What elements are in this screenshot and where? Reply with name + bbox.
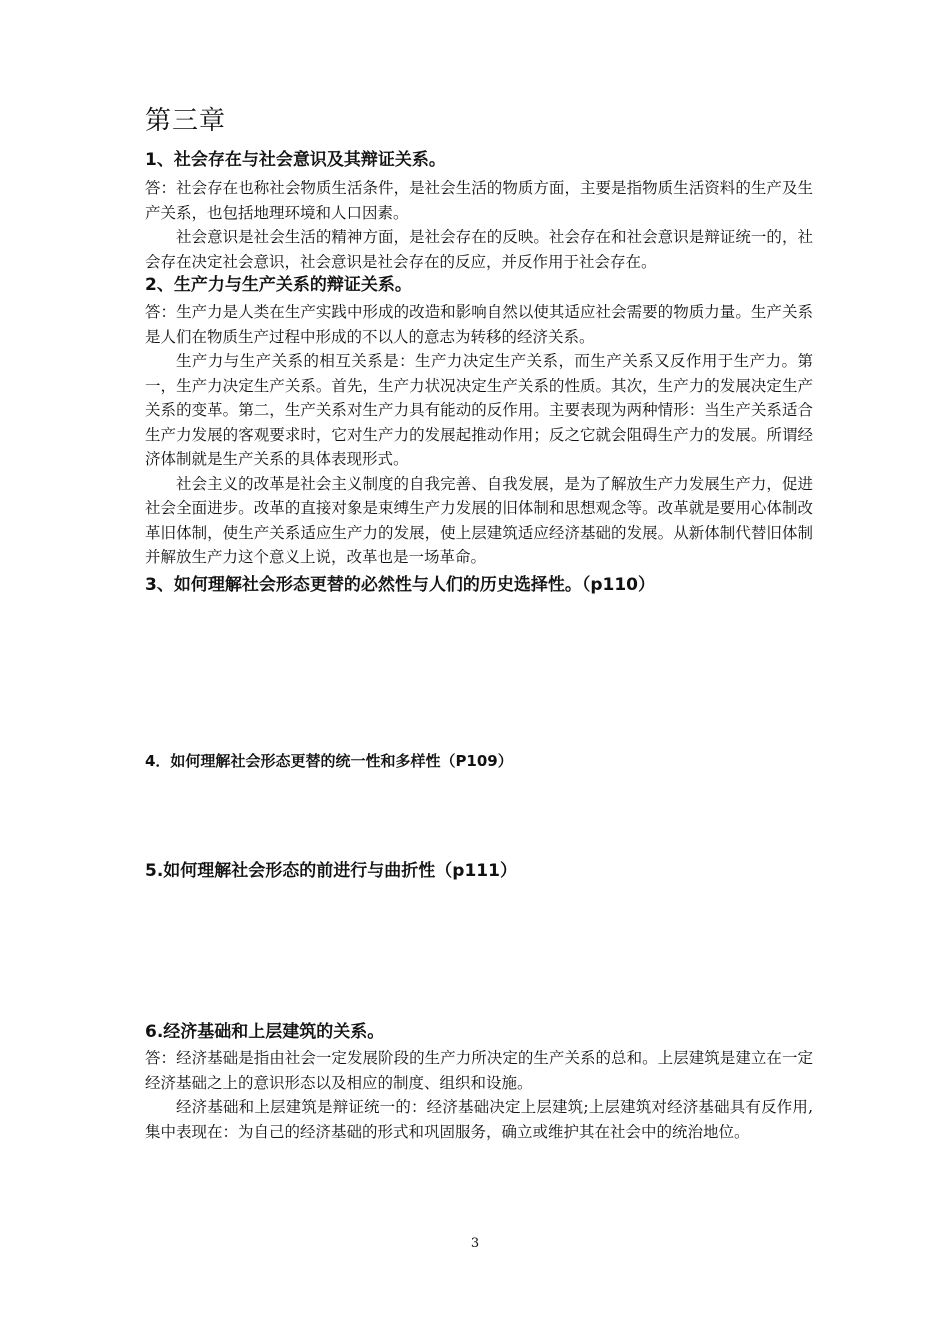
section-5-heading: 5.如何理解社会形态的前进行与曲折性（p111）	[145, 861, 517, 881]
section-4-heading: 4．如何理解社会形态更替的统一性和多样性（P109）	[145, 752, 513, 770]
section-2-paragraph-2: 生产力与生产关系的相互关系是：生产力决定生产关系，而生产关系又反作用于生产力。第一，生产力决定生产关系。首先，生产力状况决定生产关系的性质。其次，生产力的发展决定生产关系的变革。第二，生产关系对生产力具有能动的反作用。主要表现为两种情形：当生产关系适合生产力发展的客观要求时，它对生产力的发展起推动作用；反之它就会阻碍生产力的发展。所谓经济体制就是生产关系的具体表现形式。	[145, 352, 813, 468]
section-2-paragraph-3: 社会主义的改革是社会主义制度的自我完善、自我发展，是为了解放生产力发展生产力，促进社会全面进步。改革的直接对象是束缚生产力发展的旧体制和思想观念等。改革就是要用心体制改革旧体制，使生产关系适应生产力的发展，使上层建筑适应经济基础的发展。从新体制代替旧体制并解放生产力这个意义上说，改革也是一场革命。	[145, 474, 813, 566]
section-2-heading: 2、生产力与生产关系的辩证关系。	[145, 275, 412, 295]
chapter-title: 第三章	[145, 106, 227, 136]
section-3-heading: 3、如何理解社会形态更替的必然性与人们的历史选择性。（p110）	[145, 575, 655, 595]
section-1-heading: 1、社会存在与社会意识及其辩证关系。	[145, 150, 446, 170]
section-6-body	[145, 1046, 813, 1144]
section-2-body	[145, 300, 813, 570]
section-1-paragraph-2: 社会意识是社会生活的精神方面，是社会存在的反映。社会存在和社会意识是辩证统一的，社会存在决定社会意识，社会意识是社会存在的反应，并反作用于社会存在。	[145, 228, 813, 271]
section-2-paragraph-1: 答：生产力是人类在生产实践中形成的改造和影响自然以使其适应社会需要的物质力量。生产关系是人们在物质生产过程中形成的不以人的意志为转移的经济关系。	[145, 303, 813, 346]
section-1-body	[145, 176, 813, 274]
section-1-paragraph-1: 答：社会存在也称社会物质生活条件，是社会生活的物质方面，主要是指物质生活资料的生产及生产关系，也包括地理环境和人口因素。	[145, 179, 813, 222]
section-6-paragraph-1: 答：经济基础是指由社会一定发展阶段的生产力所决定的生产关系的总和。上层建筑是建立在一定经济基础之上的意识形态以及相应的制度、组织和设施。	[145, 1049, 813, 1092]
page-number: 3	[470, 1236, 480, 1251]
section-6-heading: 6.经济基础和上层建筑的关系。	[145, 1022, 385, 1042]
section-6-paragraph-2: 经济基础和上层建筑是辩证统一的：经济基础决定上层建筑;上层建筑对经济基础具有反作用,集中表现在：为自己的经济基础的形式和巩固服务，确立或维护其在社会中的统治地位。	[145, 1098, 813, 1141]
